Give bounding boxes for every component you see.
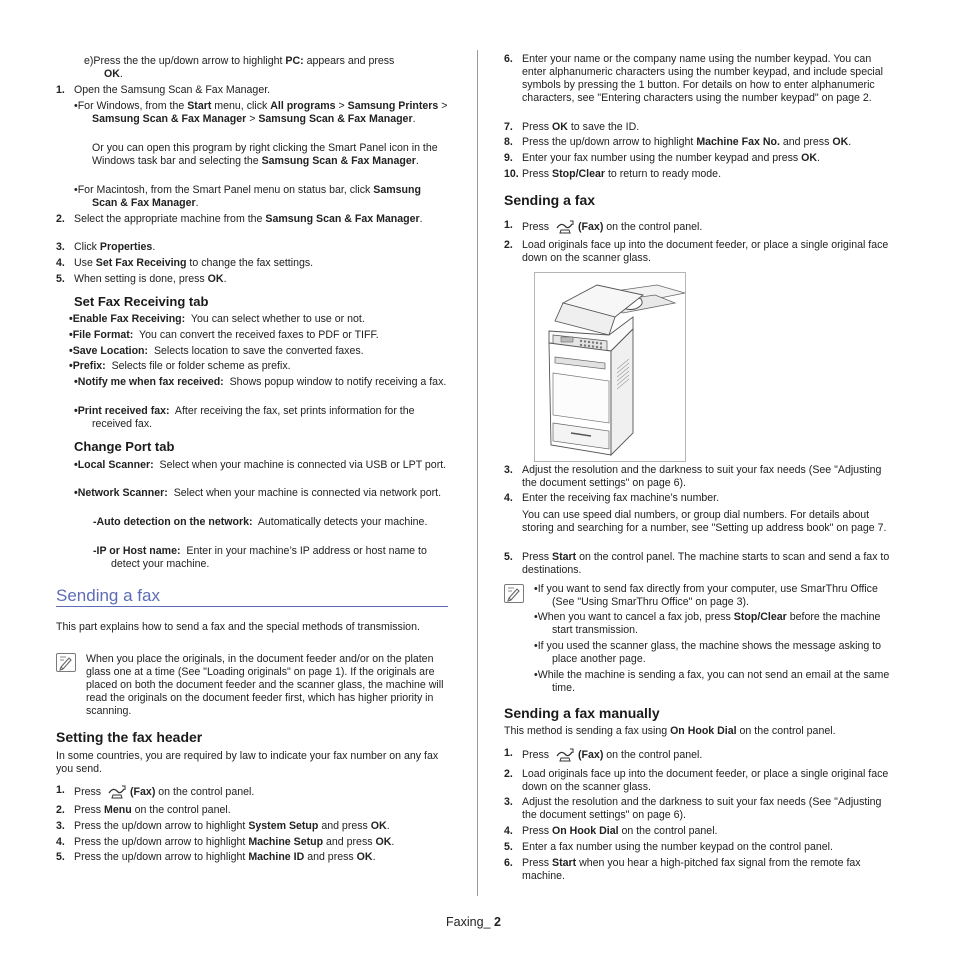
- step-1: 1. Open the Samsung Scan & Fax Manager.: [56, 84, 271, 96]
- note-scanner-glass: •If you used the scanner glass, the machine shows the message asking to place another page.: [534, 640, 882, 665]
- send-step-2: 2. Load originals face up into the document feeder, or place a single original face down on the scanner glass.: [504, 239, 889, 264]
- sending-fax-manually-heading: Sending a fax manually: [504, 705, 660, 721]
- mac-instruction: •For Macintosh, from the Smart Panel menu on status bar, click Samsung Scan & Fax Manager.: [74, 184, 421, 209]
- option-local-scanner: •Local Scanner: Select when your machine is connected via USB or LPT port.: [74, 459, 447, 471]
- set-fax-tab-heading: Set Fax Receiving tab: [74, 294, 209, 309]
- header-step-4: 4. Press the up/down arrow to highlight Machine Setup and press OK.: [56, 836, 395, 848]
- header-step-9: 9. Enter your fax number using the number keypad and press OK.: [504, 152, 820, 164]
- option-enable-fax: •Enable Fax Receiving: You can select whether to use or not.: [69, 313, 365, 325]
- note-email: •While the machine is sending a fax, you can not send an email at the same time.: [534, 669, 890, 694]
- option-network-scanner: •Network Scanner: Select when your machine is connected via network port.: [74, 487, 442, 499]
- manual-step-4: 4. Press On Hook Dial on the control panel.: [504, 825, 718, 837]
- send-step-4-detail: You can use speed dial numbers, or group dial numbers. For details about storing and searching for a number, see "Setting up address book" on page 7.: [522, 509, 887, 534]
- option-ip-host: -IP or Host name: Enter in your machine’s IP address or host name to detect your machine.: [93, 545, 427, 570]
- option-notify: •Notify me when fax received: Shows popup window to notify receiving a fax.: [74, 376, 447, 388]
- step-e: e)Press the the up/down arrow to highlight PC: appears and press OK.: [84, 55, 395, 80]
- option-auto-detection: -Auto detection on the network: Automatically detects your machine.: [93, 516, 428, 528]
- header-step-1: 1. Press (Fax) on the control panel.: [56, 784, 448, 800]
- manual-intro: This method is sending a fax using On Hook Dial on the control panel.: [504, 725, 836, 737]
- footer-label: Faxing_: [446, 915, 494, 929]
- header-step-5: 5. Press the up/down arrow to highlight Machine ID and press OK.: [56, 851, 376, 863]
- manual-step-6: 6. Press Start when you hear a high-pitched fax signal from the remote fax machine.: [504, 857, 861, 882]
- sending-fax-note: When you place the originals, in the document feeder and/or on the platen glass one at a time (See "Loading originals" on page 1). If the originals are placed on both the document feeder and the scanner glass, the machine will read the originals on the document feeder first, which has higher priority in scanning.: [86, 653, 444, 717]
- column-divider: [477, 50, 478, 896]
- option-print-received: •Print received fax: After receiving the fax, set prints information for the received fax.: [74, 405, 415, 430]
- send-step-5: 5. Press Start on the control panel. The machine starts to scan and send a fax to destinations.: [504, 551, 890, 576]
- fax-icon: [555, 219, 575, 235]
- manual-step-2: 2. Load originals face up into the document feeder, or place a single original face down on the scanner glass.: [504, 768, 889, 793]
- fax-icon: [107, 784, 127, 800]
- step-4: 4. Use Set Fax Receiving to change the fax settings.: [56, 257, 314, 269]
- send-step-3: 3. Adjust the resolution and the darkness to suit your fax needs (See "Adjusting the document settings" on page 6).: [504, 464, 882, 489]
- send-step-1: 1. Press (Fax) on the control panel.: [504, 219, 898, 235]
- sending-fax-heading: Sending a fax: [504, 192, 596, 208]
- option-file-format: •File Format: You can convert the received faxes to PDF or TIFF.: [69, 329, 379, 341]
- step-3: 3. Click Properties.: [56, 241, 156, 253]
- header-step-6: 6. Enter your name or the company name using the number keypad. You can enter alphanumeric characters using the number keypad, and include special symbols by pressing the 1 button. For details on how to enter alphanumeric characters, see "Entering characters using the number keypad" on page 2.: [504, 53, 883, 104]
- note-cancel: •When you want to cancel a fax job, press Stop/Clear before the machine start transmission.: [534, 611, 881, 636]
- header-step-2: 2. Press Menu on the control panel.: [56, 804, 231, 816]
- send-step-4: 4. Enter the receiving fax machine’s number.: [504, 492, 720, 504]
- manual-step-1: 1. Press (Fax) on the control panel.: [504, 747, 898, 763]
- sending-fax-section-title: Sending a fax: [56, 589, 448, 607]
- page-footer: [446, 915, 501, 929]
- step-5: 5. When setting is done, press OK.: [56, 273, 227, 285]
- header-step-7: 7. Press OK to save the ID.: [504, 121, 640, 133]
- header-step-10: 10. Press Stop/Clear to return to ready mode.: [504, 168, 722, 180]
- manual-step-5: 5. Enter a fax number using the number keypad on the control panel.: [504, 841, 833, 853]
- fax-icon: [555, 747, 575, 763]
- note-smarthru: •If you want to send fax directly from your computer, use SmarThru Office (See "Using SmarThru Office" on page 3).: [534, 583, 878, 608]
- fax-header-intro: In some countries, you are required by law to indicate your fax number on any fax you send.: [56, 750, 439, 775]
- windows-alt-instruction: Or you can open this program by right clicking the Smart Panel icon in the Windows task bar and selecting the Samsung Scan & Fax Manager.: [92, 142, 438, 167]
- change-port-tab-heading: Change Port tab: [74, 439, 175, 454]
- option-prefix: •Prefix: Selects file or folder scheme as prefix.: [69, 360, 291, 372]
- header-step-8: 8. Press the up/down arrow to highlight Machine Fax No. and press OK.: [504, 136, 852, 148]
- option-save-location: •Save Location: Selects location to save the converted faxes.: [69, 345, 364, 357]
- header-step-3: 3. Press the up/down arrow to highlight System Setup and press OK.: [56, 820, 390, 832]
- sending-fax-intro: This part explains how to send a fax and the special methods of transmission.: [56, 621, 420, 633]
- step-2: 2. Select the appropriate machine from the Samsung Scan & Fax Manager.: [56, 213, 423, 225]
- fax-header-heading: Setting the fax header: [56, 729, 203, 745]
- page-number: 2: [493, 915, 501, 929]
- manual-step-3: 3. Adjust the resolution and the darkness to suit your fax needs (See "Adjusting the document settings" on page 6).: [504, 796, 882, 821]
- windows-instruction: •For Windows, from the Start menu, click All programs > Samsung Printers > Samsung Scan & Fax Manager > Samsung Scan & Fax Manager.: [74, 100, 448, 125]
- printer-drawing: [535, 273, 685, 461]
- printer-illustration: [534, 272, 686, 462]
